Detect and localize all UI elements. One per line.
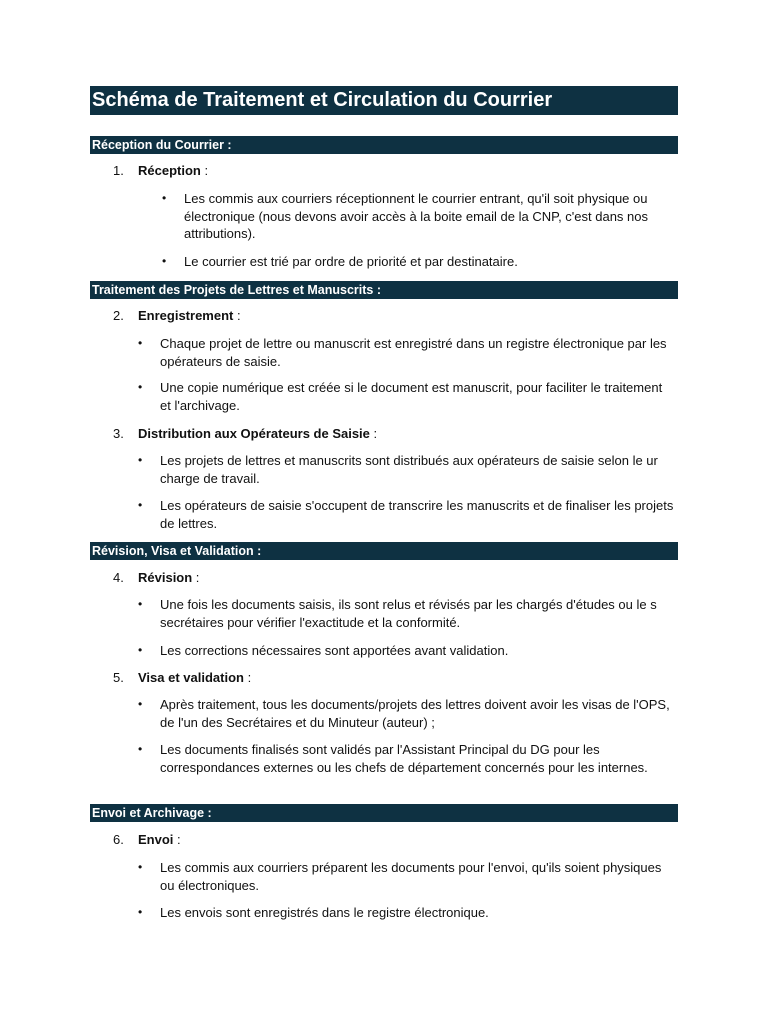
bullet-item	[138, 335, 676, 370]
item-suffix: :	[243, 670, 252, 685]
bullet-text: Une fois les documents saisis, ils sont relus et révisés par les chargés d'études ou le s secrétaires pour vérifier l'exactitude et la conformité.	[160, 597, 657, 630]
bullet-text: Chaque projet de lettre ou manuscrit est enregistré dans un registre électronique par les opérateurs de saisie.	[160, 336, 667, 369]
bullet-dot-icon: •	[138, 336, 143, 350]
bullet-text: Les envois sont enregistrés dans le registre électronique.	[160, 905, 489, 920]
bullet-dot-icon: •	[138, 742, 143, 756]
list-item-reception	[113, 162, 208, 180]
item-label: Distribution aux Opérateurs de Saisie	[138, 426, 370, 441]
bullet-dot-icon: •	[162, 254, 167, 268]
bullet-dot-icon: •	[138, 453, 143, 467]
bullet-item	[138, 642, 676, 660]
item-label: Révision	[138, 570, 193, 585]
bullet-dot-icon: •	[138, 380, 143, 394]
bullet-item	[162, 253, 674, 271]
bullet-dot-icon: •	[138, 860, 143, 874]
bullet-text: Le courrier est trié par ordre de priorité et par destinataire.	[184, 254, 518, 269]
bullet-text: Une copie numérique est créée si le document est manuscrit, pour faciliter le traitement et l'archivage.	[160, 380, 663, 413]
bullet-item	[138, 904, 676, 922]
list-item-visa	[113, 669, 251, 687]
bullet-item	[138, 596, 676, 631]
bullet-item	[138, 497, 676, 532]
bullet-text: Les documents finalisés sont validés par l'Assistant Principal du DG pour les correspondances externes ou les chefs de département concernés pour les internes.	[160, 742, 648, 775]
item-number: 2.	[113, 308, 124, 323]
section-heading-revision: Révision, Visa et Validation :	[90, 542, 678, 560]
bullet-text: Les commis aux courriers préparent les documents pour l'envoi, qu'ils soient physiques ou électroniques.	[160, 860, 662, 893]
list-item-envoi	[113, 831, 181, 849]
bullet-item	[162, 190, 674, 243]
list-item-distribution	[113, 425, 377, 443]
section-heading-reception: Réception du Courrier :	[90, 136, 678, 154]
bullet-item	[138, 452, 676, 487]
bullet-item	[138, 379, 676, 414]
bullet-dot-icon: •	[138, 498, 143, 512]
bullet-text: Les corrections nécessaires sont apportées avant validation.	[160, 643, 509, 658]
item-number: 6.	[113, 832, 124, 847]
bullet-dot-icon: •	[138, 643, 143, 657]
item-label: Visa et validation	[138, 670, 244, 685]
list-item-revision	[113, 569, 199, 587]
bullet-text: Les projets de lettres et manuscrits sont distribués aux opérateurs de saisie selon le ur charge de travail.	[160, 453, 658, 486]
item-number: 4.	[113, 570, 124, 585]
item-number: 3.	[113, 426, 124, 441]
bullet-item	[138, 859, 676, 894]
section-heading-envoi: Envoi et Archivage :	[90, 804, 678, 822]
item-label: Réception	[138, 163, 201, 178]
item-suffix: :	[233, 308, 241, 323]
item-number: 1.	[113, 163, 124, 178]
bullet-item	[138, 741, 676, 776]
bullet-text: Après traitement, tous les documents/projets des lettres doivent avoir les visas de l'OPS, de l'un des Secrétaires et du Minuteur (auteur) ;	[160, 697, 670, 730]
item-suffix: :	[369, 426, 378, 441]
item-label: Envoi	[138, 832, 174, 847]
page-title: Schéma de Traitement et Circulation du Courrier	[90, 86, 678, 115]
item-suffix: :	[192, 570, 200, 585]
bullet-dot-icon: •	[138, 905, 143, 919]
bullet-dot-icon: •	[162, 191, 167, 205]
item-number: 5.	[113, 670, 124, 685]
item-label: Enregistrement	[138, 308, 234, 323]
section-heading-traitement: Traitement des Projets de Lettres et Manuscrits :	[90, 281, 678, 299]
bullet-item	[138, 696, 676, 731]
item-suffix: :	[173, 832, 181, 847]
bullet-text: Les opérateurs de saisie s'occupent de transcrire les manuscrits et de finaliser les projets de lettres.	[160, 498, 674, 531]
bullet-dot-icon: •	[138, 697, 143, 711]
bullet-dot-icon: •	[138, 597, 143, 611]
item-suffix: :	[200, 163, 209, 178]
list-item-enregistrement	[113, 307, 241, 325]
bullet-text: Les commis aux courriers réceptionnent le courrier entrant, qu'il soit physique ou électronique (nous devons avoir accès à la boite email de la CNP, c'est dans nos attributions).	[184, 191, 649, 241]
